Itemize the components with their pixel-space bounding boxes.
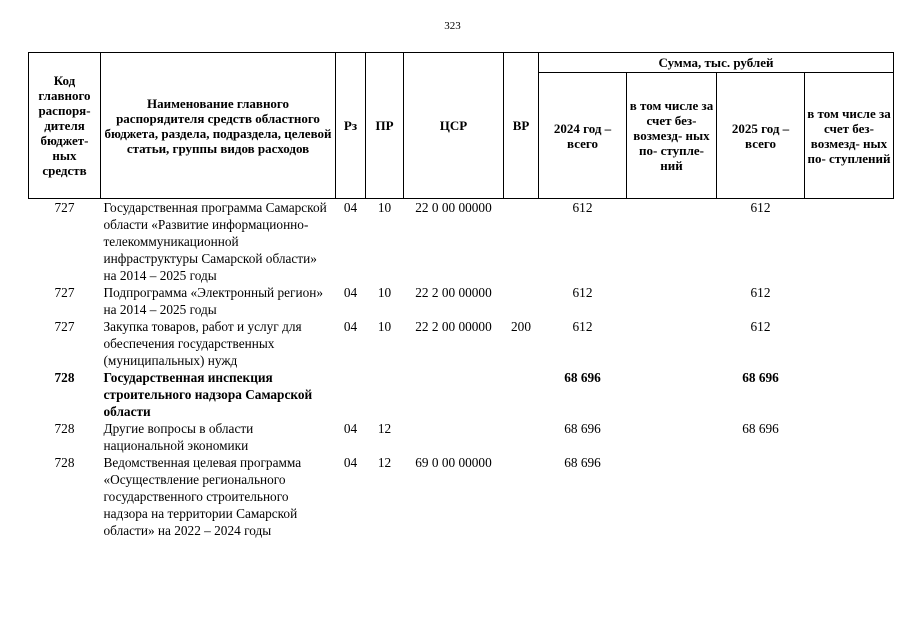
row-pr: 10 bbox=[377, 200, 392, 215]
row-name: Подпрограмма «Электронный регион» на 2014 – 2025 годы bbox=[103, 285, 323, 317]
row-sum-2024: 612 bbox=[572, 319, 593, 334]
row-name: Ведомственная целевая программа «Осуществление регионального государственного строительного надзора на территории Самарской области» на 2022 – 2024 годы bbox=[103, 455, 302, 538]
row-free-2024 bbox=[627, 369, 717, 420]
row-vr bbox=[504, 369, 539, 420]
row-vr bbox=[504, 420, 539, 454]
row-name: Другие вопросы в области национальной экономики bbox=[103, 421, 254, 453]
row-sum-2024: 68 696 bbox=[564, 455, 601, 470]
row-code: 728 bbox=[54, 455, 75, 470]
table-row bbox=[29, 369, 894, 420]
row-sum-2025: 612 bbox=[750, 319, 771, 334]
row-free-2024 bbox=[627, 318, 717, 369]
row-sum-2024: 68 696 bbox=[564, 370, 601, 385]
row-pr: 10 bbox=[377, 319, 392, 334]
row-code: 727 bbox=[54, 285, 75, 300]
table-row bbox=[29, 420, 894, 454]
col-header-2025-free: в том числе за счет без- возмезд- ных по- ступлений bbox=[805, 73, 894, 199]
col-header-code: Код главного распоря- дителя бюджет- ных средств bbox=[29, 53, 101, 199]
table-row bbox=[29, 199, 894, 285]
row-pr: 12 bbox=[377, 455, 392, 470]
row-csr bbox=[404, 420, 504, 454]
row-free-2024 bbox=[627, 284, 717, 318]
col-header-pr: ПР bbox=[366, 53, 404, 199]
col-header-csr: ЦСР bbox=[404, 53, 504, 199]
col-header-vr: ВР bbox=[504, 53, 539, 199]
budget-table bbox=[28, 52, 894, 539]
col-header-sum: Сумма, тыс. рублей bbox=[539, 53, 894, 73]
row-rz: 04 bbox=[343, 319, 358, 334]
row-code: 728 bbox=[54, 370, 75, 385]
row-csr: 22 2 00 00000 bbox=[415, 319, 492, 334]
row-sum-2025 bbox=[717, 454, 805, 539]
row-csr bbox=[404, 369, 504, 420]
row-free-2024 bbox=[627, 420, 717, 454]
row-free-2024 bbox=[627, 454, 717, 539]
table-row bbox=[29, 318, 894, 369]
row-free-2025 bbox=[805, 318, 894, 369]
row-sum-2024: 68 696 bbox=[564, 421, 601, 436]
row-sum-2024: 612 bbox=[572, 200, 593, 215]
page-number: 323 bbox=[444, 20, 461, 32]
row-rz: 04 bbox=[343, 421, 358, 436]
row-vr bbox=[504, 284, 539, 318]
row-rz bbox=[336, 369, 366, 420]
row-csr: 22 0 00 00000 bbox=[415, 200, 492, 215]
row-csr: 22 2 00 00000 bbox=[415, 285, 492, 300]
row-rz: 04 bbox=[343, 200, 358, 215]
row-pr bbox=[366, 369, 404, 420]
row-free-2025 bbox=[805, 199, 894, 285]
row-name: Государственная инспекция строительного надзора Самарской области bbox=[103, 370, 313, 419]
row-code: 727 bbox=[54, 319, 75, 334]
row-pr: 10 bbox=[377, 285, 392, 300]
row-sum-2025: 612 bbox=[750, 200, 771, 215]
table-row bbox=[29, 284, 894, 318]
row-csr: 69 0 00 00000 bbox=[415, 455, 492, 470]
row-code: 727 bbox=[54, 200, 75, 215]
row-sum-2025: 68 696 bbox=[742, 370, 779, 385]
row-vr bbox=[504, 454, 539, 539]
col-header-2024-total: 2024 год – всего bbox=[539, 73, 627, 199]
row-pr: 12 bbox=[377, 421, 392, 436]
row-vr bbox=[504, 199, 539, 285]
row-rz: 04 bbox=[343, 455, 358, 470]
row-sum-2025: 612 bbox=[750, 285, 771, 300]
row-free-2025 bbox=[805, 284, 894, 318]
row-free-2025 bbox=[805, 369, 894, 420]
row-sum-2024: 612 bbox=[572, 285, 593, 300]
row-free-2025 bbox=[805, 420, 894, 454]
row-rz: 04 bbox=[343, 285, 358, 300]
row-free-2025 bbox=[805, 454, 894, 539]
table-row bbox=[29, 454, 894, 539]
row-code: 728 bbox=[54, 421, 75, 436]
row-name: Государственная программа Самарской области «Развитие информационно-телекоммуникационной инфраструктуры Самарской области» на 2014 – 2025 годы bbox=[103, 200, 327, 283]
col-header-rz: Рз bbox=[336, 53, 366, 199]
row-free-2024 bbox=[627, 199, 717, 285]
col-header-2024-free: в том числе за счет без- возмезд- ных по- ступле- ний bbox=[627, 73, 717, 199]
row-sum-2025: 68 696 bbox=[742, 421, 779, 436]
row-vr: 200 bbox=[511, 319, 531, 334]
col-header-2025-total: 2025 год – всего bbox=[717, 73, 805, 199]
col-header-name: Наименование главного распорядителя средств областного бюджета, раздела, подраздела, целевой статьи, группы видов расходов bbox=[101, 53, 336, 199]
row-name: Закупка товаров, работ и услуг для обеспечения государственных (муниципальных) нужд bbox=[103, 319, 302, 368]
